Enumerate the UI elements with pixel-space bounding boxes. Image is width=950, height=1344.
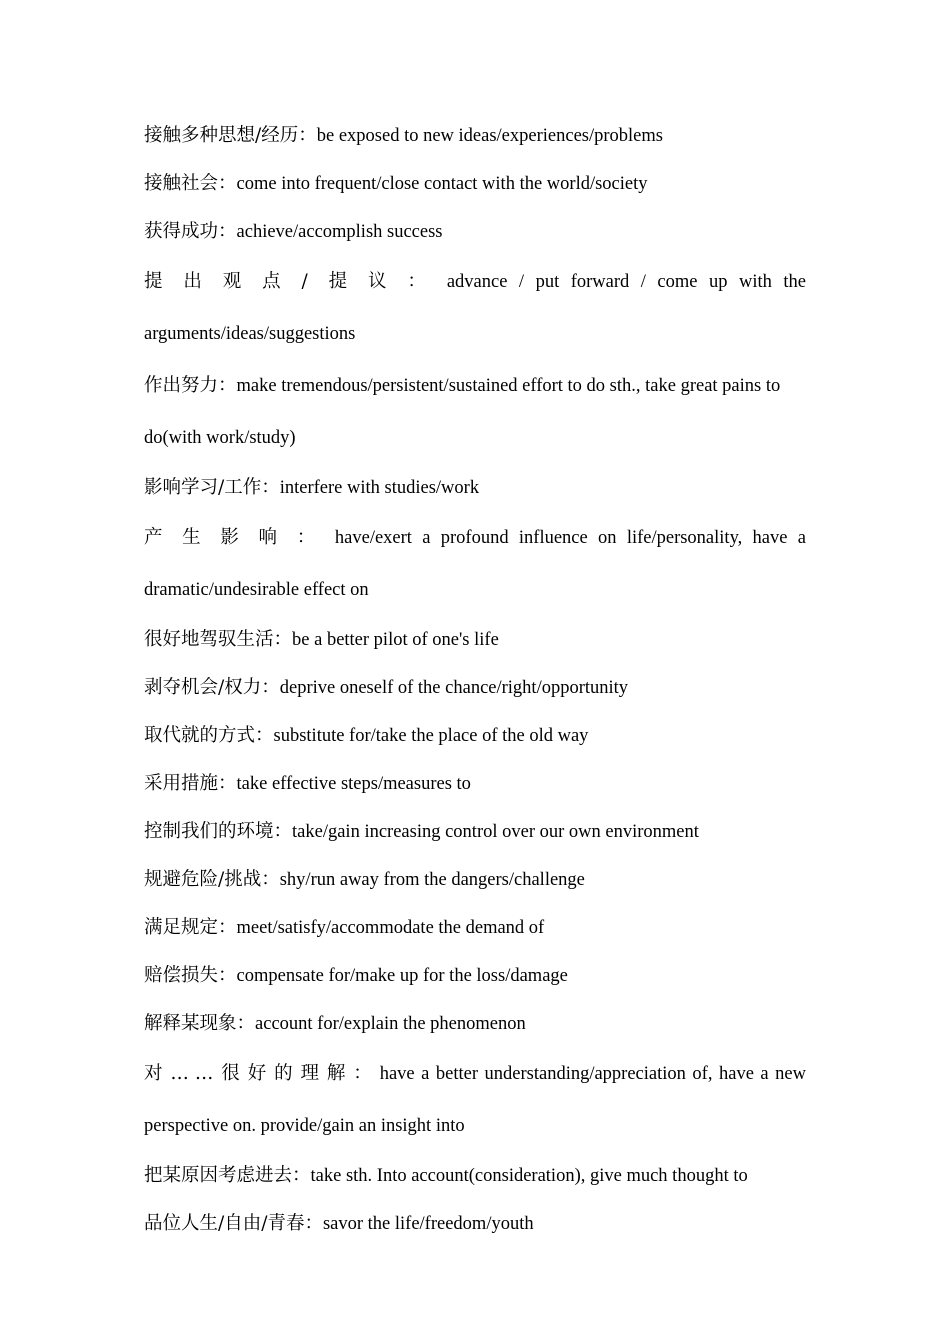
- list-item: [144, 760, 806, 808]
- english-phrase: substitute for/take the place of the old way: [273, 726, 589, 746]
- chinese-term: 取代就的方式：: [144, 725, 274, 746]
- list-item: [144, 360, 806, 464]
- english-phrase: be exposed to new ideas/experiences/problems: [316, 126, 663, 146]
- chinese-term: 解释某现象：: [144, 1013, 256, 1034]
- list-item: [144, 1048, 806, 1152]
- english-phrase: meet/satisfy/accommodate the demand of: [236, 918, 545, 938]
- chinese-term: 接触社会：: [144, 173, 237, 194]
- english-phrase: take sth. Into account(consideration), give much thought to: [310, 1166, 748, 1186]
- english-phrase: deprive oneself of the chance/right/opportunity: [279, 678, 629, 698]
- chinese-term: 满足规定：: [144, 917, 237, 938]
- english-phrase: have/exert a profound influence on life/personality, have a dramatic/undesirable effect on: [144, 528, 806, 600]
- list-item: [144, 112, 806, 160]
- english-phrase: take effective steps/measures to: [236, 774, 471, 794]
- chinese-term: 赔偿损失：: [144, 965, 237, 986]
- list-item: [144, 952, 806, 1000]
- english-phrase: come into frequent/close contact with the world/society: [236, 174, 648, 194]
- chinese-term: 对……很好的理解：: [144, 1063, 380, 1084]
- phrase-list: [144, 112, 806, 1248]
- english-phrase: interfere with studies/work: [279, 478, 480, 498]
- list-item: [144, 808, 806, 856]
- chinese-term: 规避危险/挑战：: [144, 869, 280, 890]
- english-phrase: take/gain increasing control over our own environment: [292, 822, 699, 842]
- chinese-term: 作出努力：: [144, 375, 237, 396]
- list-item: [144, 512, 806, 616]
- english-phrase: compensate for/make up for the loss/damage: [236, 966, 568, 986]
- chinese-term: 品位人生/自由/青春：: [144, 1213, 323, 1234]
- list-item: [144, 256, 806, 360]
- chinese-term: 很好地驾驭生活：: [144, 629, 293, 650]
- list-item: [144, 904, 806, 952]
- list-item: [144, 1000, 806, 1048]
- list-item: [144, 1200, 806, 1248]
- list-item: [144, 160, 806, 208]
- list-item: [144, 856, 806, 904]
- english-phrase: advance / put forward / come up with the arguments/ideas/suggestions: [144, 272, 807, 344]
- chinese-term: 控制我们的环境：: [144, 821, 293, 842]
- chinese-term: 影响学习/工作：: [144, 477, 280, 498]
- english-phrase: achieve/accomplish success: [236, 222, 443, 242]
- chinese-term: 产生影响：: [144, 527, 335, 548]
- english-phrase: savor the life/freedom/youth: [322, 1214, 534, 1234]
- list-item: [144, 712, 806, 760]
- list-item: [144, 616, 806, 664]
- english-phrase: account for/explain the phenomenon: [255, 1014, 526, 1034]
- list-item: [144, 208, 806, 256]
- english-phrase: shy/run away from the dangers/challenge: [279, 870, 585, 890]
- english-phrase: be a better pilot of one's life: [292, 630, 499, 650]
- chinese-term: 接触多种思想/经历：: [144, 125, 317, 146]
- list-item: [144, 1152, 806, 1200]
- list-item: [144, 464, 806, 512]
- list-item: [144, 664, 806, 712]
- chinese-term: 提出观点/提议：: [144, 271, 447, 292]
- chinese-term: 采用措施：: [144, 773, 237, 794]
- english-phrase: have a better understanding/appreciation of, have a new perspective on. provide/gain an insight into: [144, 1064, 806, 1136]
- chinese-term: 剥夺机会/权力：: [144, 677, 280, 698]
- english-phrase: make tremendous/persistent/sustained effort to do sth., take great pains to do(with work/study): [144, 376, 781, 448]
- chinese-term: 获得成功：: [144, 221, 237, 242]
- chinese-term: 把某原因考虑进去：: [144, 1165, 311, 1186]
